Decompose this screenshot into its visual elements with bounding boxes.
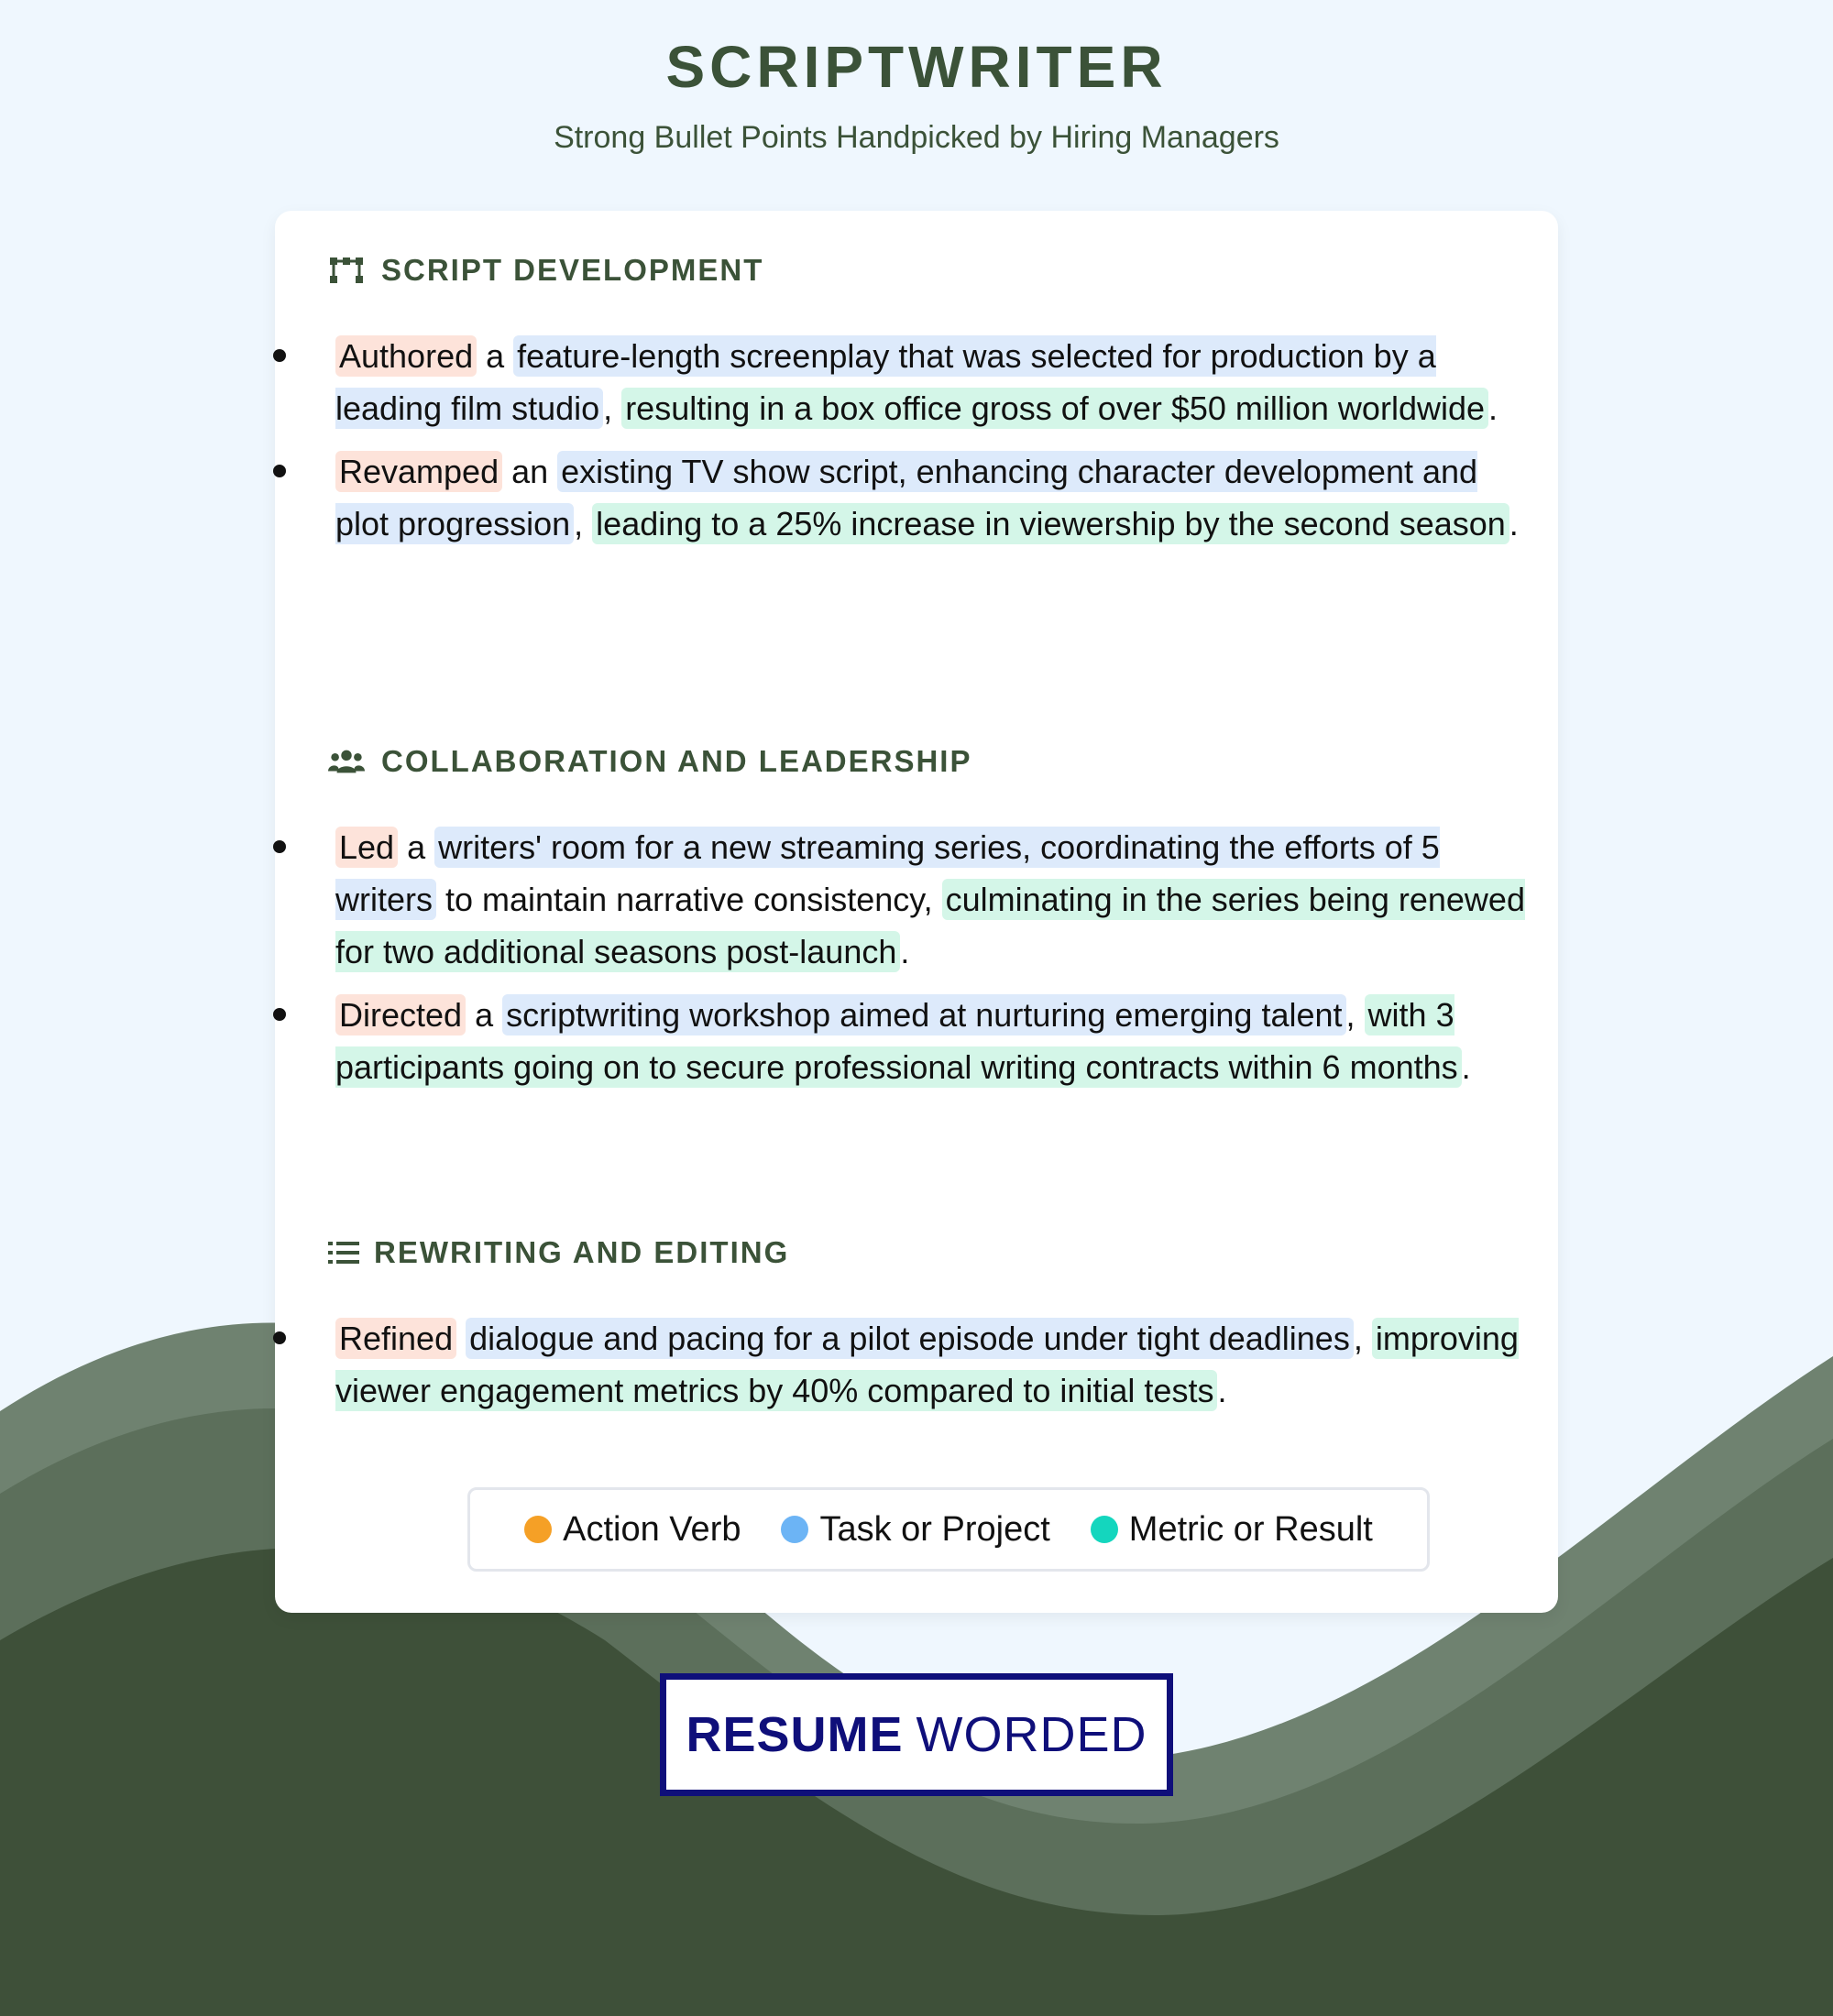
action-verb: Directed	[335, 994, 466, 1035]
page-header	[0, 27, 1833, 158]
list-icon	[328, 1234, 359, 1271]
legend-action-verb	[524, 1510, 741, 1550]
task-or-project: scriptwriting workshop aimed at nurturing emerging talent	[502, 994, 1345, 1035]
legend-label: Metric or Result	[1128, 1509, 1373, 1549]
users-icon	[328, 743, 365, 780]
bullet-text: to maintain narrative consistency,	[436, 881, 942, 918]
bullet-dot-icon	[273, 349, 286, 362]
section-title: COLLABORATION AND LEADERSHIP	[381, 744, 972, 778]
bullet-list	[335, 821, 1527, 1104]
bullet-text: a	[466, 996, 503, 1034]
metric-or-result: with 3 participants going on to secure professional writing contracts within 6 months	[335, 994, 1462, 1088]
bullet-dot-icon	[273, 1008, 286, 1021]
orange-dot-icon	[524, 1516, 552, 1543]
bullet-text: .	[1488, 389, 1498, 427]
bullet-item	[335, 989, 1527, 1093]
resume-card	[275, 211, 1558, 1613]
bullet-text: .	[1461, 1048, 1471, 1086]
action-verb: Revamped	[335, 451, 502, 492]
bullet-text: ,	[1345, 996, 1365, 1034]
bullet-list	[335, 1312, 1527, 1428]
bullet-dot-icon	[273, 840, 286, 853]
bullet-item	[335, 821, 1527, 978]
metric-or-result: leading to a 25% increase in viewership by the second season	[592, 503, 1509, 544]
bullet-text: ,	[603, 389, 622, 427]
logo-text-regular: WORDED	[916, 1707, 1147, 1762]
metric-or-result: improving viewer engagement metrics by 40% compared to initial tests	[335, 1320, 1519, 1409]
legend-label: Task or Project	[819, 1509, 1050, 1549]
bullet-text: .	[1509, 505, 1519, 542]
bullet-text: ,	[1353, 1320, 1372, 1357]
section-title: REWRITING AND EDITING	[374, 1235, 790, 1269]
resume-worded-logo[interactable]	[660, 1673, 1173, 1796]
legend-label: Action Verb	[563, 1509, 741, 1549]
bullet-dot-icon	[273, 1331, 286, 1344]
bullet-item	[335, 330, 1527, 434]
metric-or-result: resulting in a box office gross of over $50 million worldwide	[621, 388, 1488, 429]
task-or-project: feature-length screenplay that was selected for production by a leading film studio	[335, 337, 1436, 427]
bullet-item	[335, 1312, 1527, 1417]
bullet-text: .	[1217, 1372, 1227, 1409]
bullet-item	[335, 445, 1527, 550]
bullet-text: an	[502, 453, 558, 490]
bullet-text: a	[398, 828, 435, 866]
bullet-text: .	[900, 933, 910, 970]
task-or-project: existing TV show script, enhancing character development and plot progression	[335, 453, 1478, 542]
section-header	[328, 743, 972, 780]
task-or-project: dialogue and pacing for a pilot episode under tight deadlines	[466, 1318, 1354, 1359]
action-verb: Refined	[335, 1318, 456, 1359]
bullet-text: a	[477, 337, 514, 375]
task-or-project: writers' room for a new streaming series, coordinating the efforts of 5 writers	[335, 828, 1440, 918]
bullet-text	[456, 1320, 466, 1357]
legend-task-or-project	[781, 1510, 1049, 1550]
bullet-text: ,	[574, 505, 593, 542]
action-verb: Led	[335, 827, 398, 868]
bullet-list	[335, 330, 1527, 561]
logo-text-bold: RESUME	[686, 1707, 904, 1762]
section-header	[328, 1234, 789, 1271]
page-subtitle: Strong Bullet Points Handpicked by Hiring Managers	[554, 120, 1279, 155]
page-title: SCRIPTWRITER	[665, 34, 1168, 100]
highlight-legend	[467, 1487, 1430, 1572]
bullet-dot-icon	[273, 465, 286, 477]
section-header	[328, 252, 763, 289]
legend-metric-or-result	[1091, 1510, 1373, 1550]
script-nodes-icon	[328, 252, 365, 289]
blue-dot-icon	[781, 1516, 808, 1543]
teal-dot-icon	[1091, 1516, 1118, 1543]
section-title: SCRIPT DEVELOPMENT	[381, 253, 764, 287]
action-verb: Authored	[335, 335, 477, 377]
metric-or-result: culminating in the series being renewed for two additional seasons post-launch	[335, 881, 1525, 970]
